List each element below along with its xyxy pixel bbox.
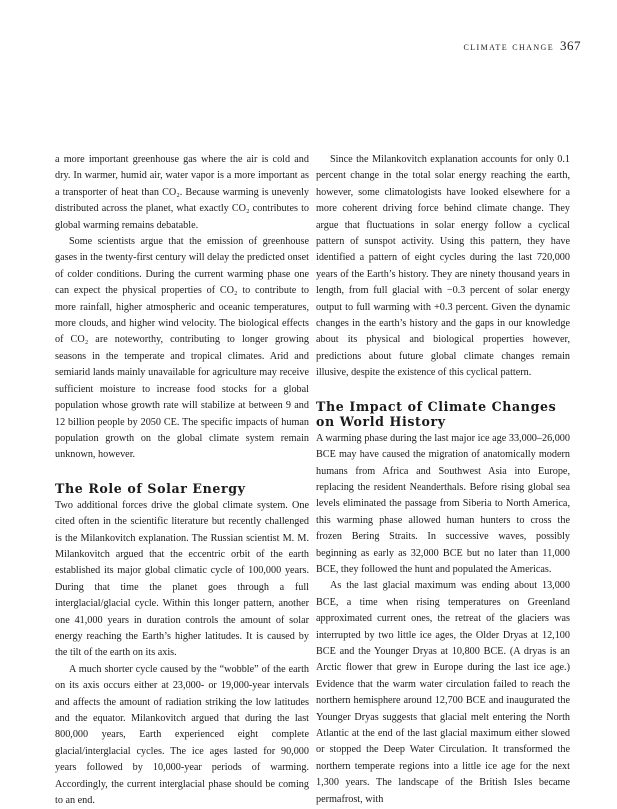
running-header <box>464 38 581 54</box>
right-paragraph-2: A warming phase during the last major ice age 33,000–26,000 BCE may have caused the migration of anatomically modern humans from Africa and Southwest Asia into Europe, replacing the resident Neanderthals. Before rising global sea levels eliminated the passage from Siberia to North America, this warming phase allowed human hunters to cross the frozen Bering Straits. In successive waves, possibly beginning as early as 32,000 BCE but no later than 11,000 BCE, they followed the hunt and populated the Americas. <box>316 432 570 575</box>
left-paragraph-1: a more important greenhouse gas where the air is cold and dry. In warmer, humid air, water vapor is a more important as a transporter of heat than CO₂. Because warming is unevenly distributed across the planet, what exactly CO₂ contributes to global warming remains debatable. <box>55 154 309 231</box>
running-header-section: climate change <box>463 41 554 53</box>
left-paragraph-4: A much shorter cycle caused by the “wobble” of the earth on its axis occurs either at 23,000- or 19,000-year intervals and affects the amount of radiation striking the low latitudes and the equator. Milankovitch argued that during the last 800,000 years, Earth experienced eight complete glacial/interglacial cycles. The ice ages lasted for 90,000 years followed by 10,000-year periods of warming. Accordingly, the current interglacial phase should be coming to an end. <box>55 663 309 807</box>
left-paragraph-2: Some scientists argue that the emission of greenhouse gases in the twenty-first century will delay the predicted onset of colder conditions. During the current warming phase one can expect the physical properties of CO₂ to contribute to more rainfall, higher atmospheric and oceanic temperatures, more clouds, and higher wind velocity. The biological effects of CO₂ are noteworthy, contributing to longer growing seasons in the temperate and tropical climates. Arid and semiarid lands mainly unavailable for agriculture may receive sufficient moisture to increase food stocks for a global population whose growth rate will stabilize at between 9 and 12 billion people by 2050 CE. The specific impacts of human population growth on the global climate system remain unknown, however. <box>55 236 309 461</box>
right-paragraph-1: Since the Milankovitch explanation accounts for only 0.1 percent change in the total solar energy reaching the earth, however, some climatologists have looked elsewhere for a more coherent driving force behind climate change. They argue that fluctuations in solar energy follow a cyclical pattern of sunspot activity. Using this pattern, they have identified a pattern of eight cycles during the last 720,000 years of the Earth’s history. They are ninety thousand years in length, from full glacial with −0.3 percent of solar energy output to full warming with +0.3 percent. Given the dynamic changes in the earth’s history and the gaps in our knowledge about its physical and biological properties however, predictions about future global climate changes remain illusive, despite the existence of this cyclical pattern. <box>316 154 570 379</box>
right-column <box>316 152 570 808</box>
left-column <box>55 152 309 809</box>
right-paragraph-3: As the last glacial maximum was ending about 13,000 BCE, a time when rising temperatures on Greenland approximated current ones, the retreat of the glaciers was interrupted by two little ice ages, the Older Dryas at 12,100 BCE and the Younger Dryas at 10,800 BCE. (A dryas is an Arctic flower that grew in Europe during the last ice age.) Evidence that the warm water circulation failed to reach the northern hemisphere around 12,700 BCE and inaugurated the Younger Dryas suggests that glacial melt entering the North Atlantic at the end of the last glacial maximum either slowed or stopped the Deep Water Circulation. It transformed the northern temperate regions into a little ice age for the next 1,300 years. The landscape of the British Isles became permafrost, with <box>316 580 570 805</box>
section-heading-world-history: The Impact of Climate Changes on World History <box>316 398 557 429</box>
page-number: 367 <box>560 38 581 53</box>
section-heading-solar-energy: The Role of Solar Energy <box>55 480 246 496</box>
left-paragraph-3: Two additional forces drive the global climate system. One cited often in the scientific literature but recently challenged is the Milankovitch explanation. The Russian scientist M. M. Milankovitch argued that the eccentric orbit of the earth established its major global climatic cycle of 100,000 years. During that time the planet goes through a full interglacial/glacial cycle. Within this longer pattern, another one 41,000 years in duration controls the amount of solar energy reaching the Earth’s higher latitudes. It is caused by the tilt of the earth on its axis. <box>55 499 309 659</box>
